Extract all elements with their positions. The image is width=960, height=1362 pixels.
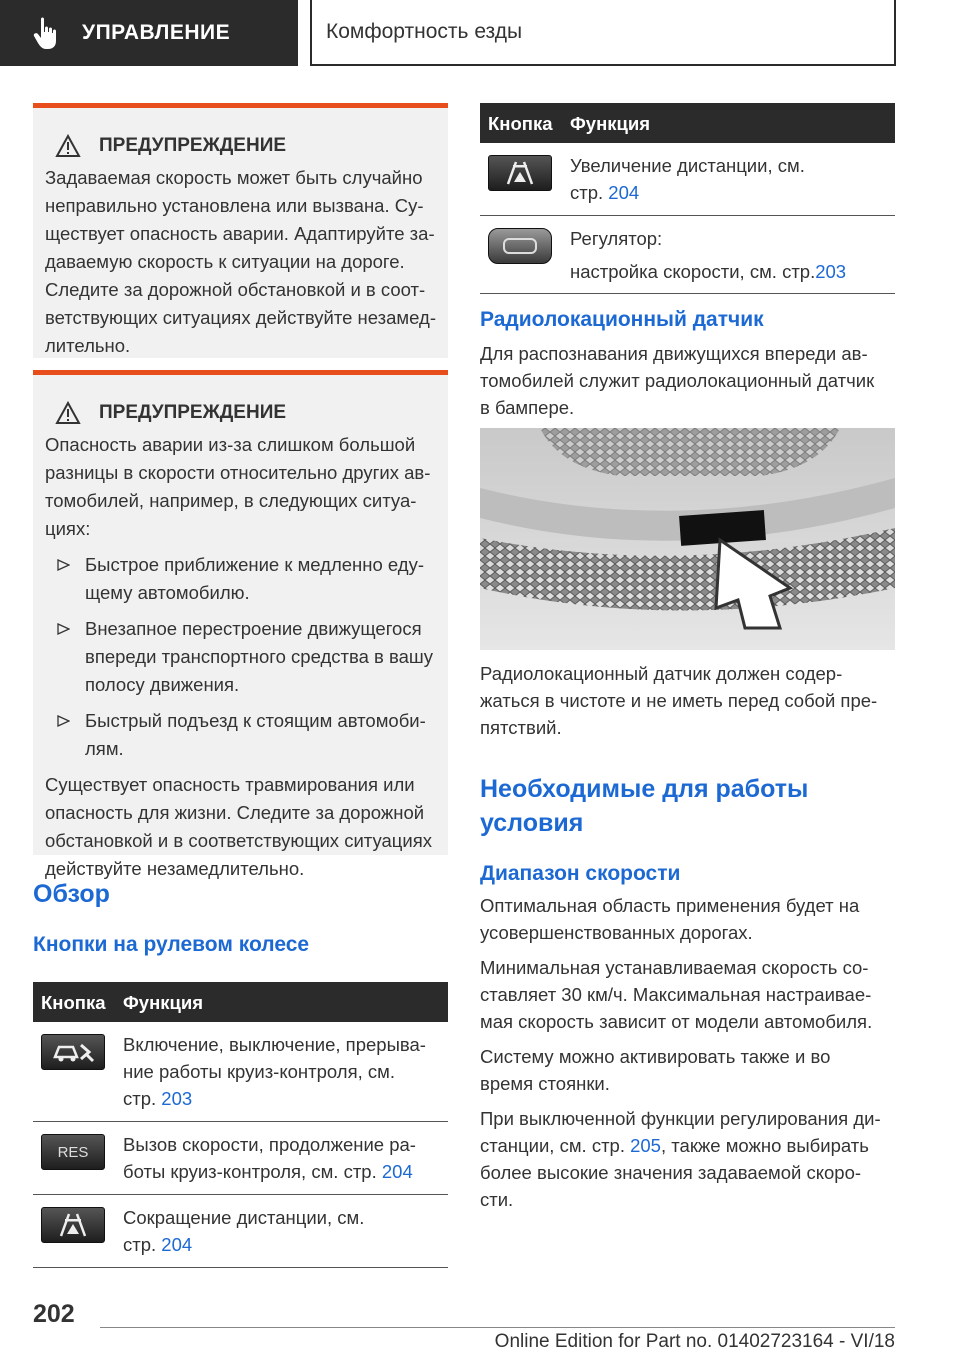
bullet-triangle-icon: [57, 559, 70, 571]
page-link[interactable]: 205: [630, 1135, 661, 1156]
page-number: 202: [33, 1300, 75, 1328]
page-link[interactable]: 203: [815, 261, 847, 282]
buttons-table-left: [33, 982, 448, 1268]
hand-icon: [28, 13, 68, 53]
page-link[interactable]: 204: [161, 1234, 193, 1255]
warning-title: ПРЕДУПРЕЖДЕНИЕ: [45, 399, 436, 427]
section-tab: [0, 0, 298, 66]
warning-list: [45, 551, 436, 763]
radar-heading: Радиолокационный датчик: [480, 308, 764, 331]
bullet-triangle-icon: [57, 623, 70, 635]
speed-paragraph-3: Систему можно активировать также и во время стоянки.: [480, 1046, 831, 1094]
table-row: Увеличение дистанции, см. стр. 204: [480, 143, 895, 216]
list-item: Внезапное перестроение движущегося впереди транспортного средства в вашу полосу движения.: [57, 615, 436, 699]
radar-text: Для распознавания движущихся впереди ав- томобилей служит радиолокационный датчик в бампере.: [480, 343, 875, 418]
table-header-button: Кнопка: [480, 103, 562, 143]
list-item: Быстрое приближение к медленно еду- щему автомобилю.: [57, 551, 436, 607]
warning-text: Задаваемая скорость может быть случайно неправильно установлена или вызвана. Су- ществует опасность аварии. Адаптируйте за- даваемую скорость к ситуации на дороге. Следите за дорожной обстановкой и в соот- ветствующих ситуациях действуйте незамед- лительно.: [45, 167, 436, 356]
bullet-triangle-icon: [57, 715, 70, 727]
overview-heading: Обзор: [33, 880, 110, 908]
warning-triangle-icon: [55, 134, 81, 158]
page-link[interactable]: 204: [608, 182, 640, 203]
warning-triangle-icon: [55, 401, 81, 425]
table-row: RES Вызов скорости, продолжение ра- боты круиз-контроля, см. стр. 204: [33, 1122, 448, 1195]
page-link[interactable]: 204: [381, 1161, 413, 1182]
edition-info: Online Edition for Part no. 01402723164 - VI/18: [494, 1331, 895, 1352]
radar-note: Радиолокационный датчик должен содер- жаться в чистоте и не иметь перед собой пре- пятствий.: [480, 663, 878, 738]
overview-subheading: Кнопки на рулевом колесе: [33, 933, 310, 956]
table-row: Регулятор: настройка скорости, см. стр.203: [480, 216, 895, 294]
buttons-table-right: [480, 103, 895, 294]
table-header-function: Функция: [562, 103, 895, 143]
warning-box-2: [33, 370, 448, 879]
section-title: УПРАВЛЕНИЕ: [82, 21, 231, 44]
table-row: Включение, выключение, прерыва- ние работы круиз-контроля, см. стр. 203: [33, 1022, 448, 1122]
speed-paragraph-1: Оптимальная область применения будет на усовершенствованных дорогах.: [480, 895, 860, 943]
footer-divider: [100, 1327, 895, 1328]
chapter-title: [310, 0, 896, 66]
warning-outro: Существует опасность травмирования или опасность для жизни. Следите за дорожной обстановкой и в соответствующих ситуациях действуйте незамедлительно.: [45, 774, 432, 879]
warning-title: ПРЕДУПРЕЖДЕНИЕ: [45, 132, 436, 160]
page-link[interactable]: 203: [161, 1088, 193, 1109]
table-header-button: Кнопка: [33, 982, 115, 1022]
radar-sensor-photo: [480, 428, 895, 650]
page-header: [0, 0, 960, 66]
table-row: Сокращение дистанции, см. стр. 204: [33, 1195, 448, 1268]
res-button-icon: RES: [41, 1134, 105, 1170]
chapter-title-text: Комфортность езды: [326, 20, 523, 43]
speed-paragraph-2: Минимальная устанавливаемая скорость со- ставляет 30 км/ч. Максимальная настраивае- мая скорость зависит от модели автомобиля.: [480, 957, 873, 1032]
speed-range-heading: Диапазон скорости: [480, 862, 681, 885]
list-item: Быстрый подъезд к стоящим автомоби- лям.: [57, 707, 436, 763]
distance-decrease-icon: [41, 1207, 105, 1243]
warning-intro: Опасность аварии из-за слишком большой разницы в скорости относительно других ав- томобилей, например, в следующих ситуа- циях:: [45, 434, 431, 539]
bumper-illustration: [480, 428, 895, 650]
speed-paragraph-4: При выключенной функции регулирования ди- станции, см. стр. 205, также можно выбирать более высокие значения задаваемой скоро- сти.: [480, 1108, 881, 1210]
rocker-switch-icon: [488, 228, 552, 264]
table-header-function: Функция: [115, 982, 448, 1022]
conditions-heading: Необходимые для работы условия: [480, 775, 809, 837]
distance-increase-icon: [488, 155, 552, 191]
cruise-control-icon: [41, 1034, 105, 1070]
warning-box-1: [33, 103, 448, 358]
